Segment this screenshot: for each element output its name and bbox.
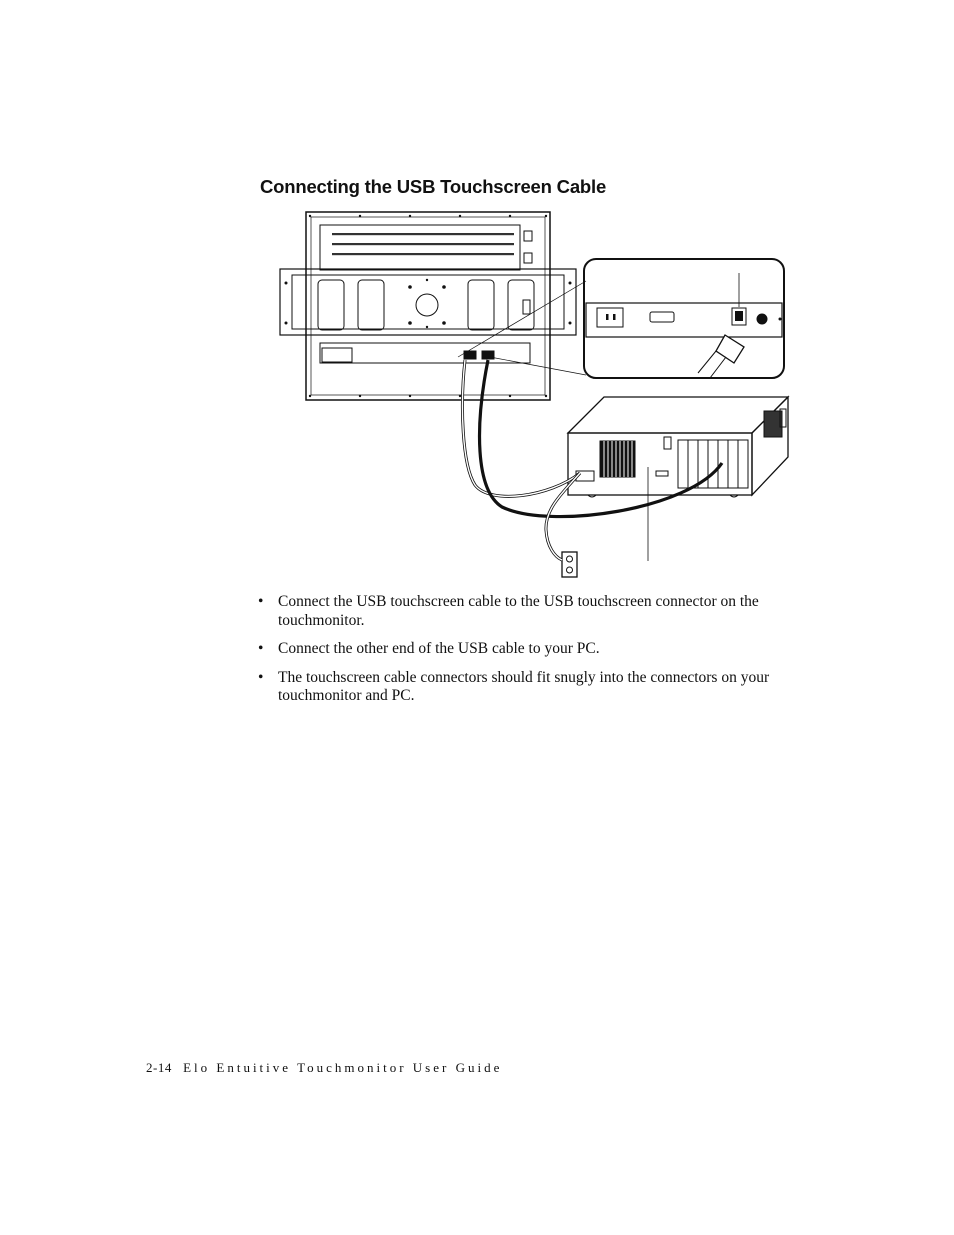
usb-cable-connection-illustration bbox=[270, 205, 800, 580]
list-item-text: The touchscreen cable connectors should fit snugly into the connectors on your touchmonitor and PC. bbox=[278, 668, 770, 704]
instruction-list bbox=[258, 593, 818, 716]
list-item bbox=[258, 593, 818, 630]
list-item bbox=[258, 669, 818, 706]
list-item-text: Connect the USB touchscreen cable to the USB touchscreen connector on the touchmonitor. bbox=[278, 593, 759, 629]
bullet-mark: • bbox=[258, 640, 264, 657]
list-item bbox=[258, 640, 818, 659]
wall-outlet bbox=[562, 552, 577, 577]
page-footer bbox=[146, 1060, 502, 1076]
list-item-text: Connect the other end of the USB cable to your PC. bbox=[278, 640, 600, 657]
pc-tower bbox=[568, 397, 788, 497]
bullet-mark: • bbox=[258, 668, 264, 686]
usb-port-callout bbox=[584, 259, 784, 378]
section-heading: Connecting the USB Touchscreen Cable bbox=[260, 176, 607, 197]
bullet-mark: • bbox=[258, 593, 264, 610]
book-title: Elo Entuitive Touchmonitor User Guide bbox=[183, 1060, 503, 1075]
touchmonitor-rear bbox=[280, 212, 576, 400]
page-number: 2-14 bbox=[146, 1060, 172, 1075]
